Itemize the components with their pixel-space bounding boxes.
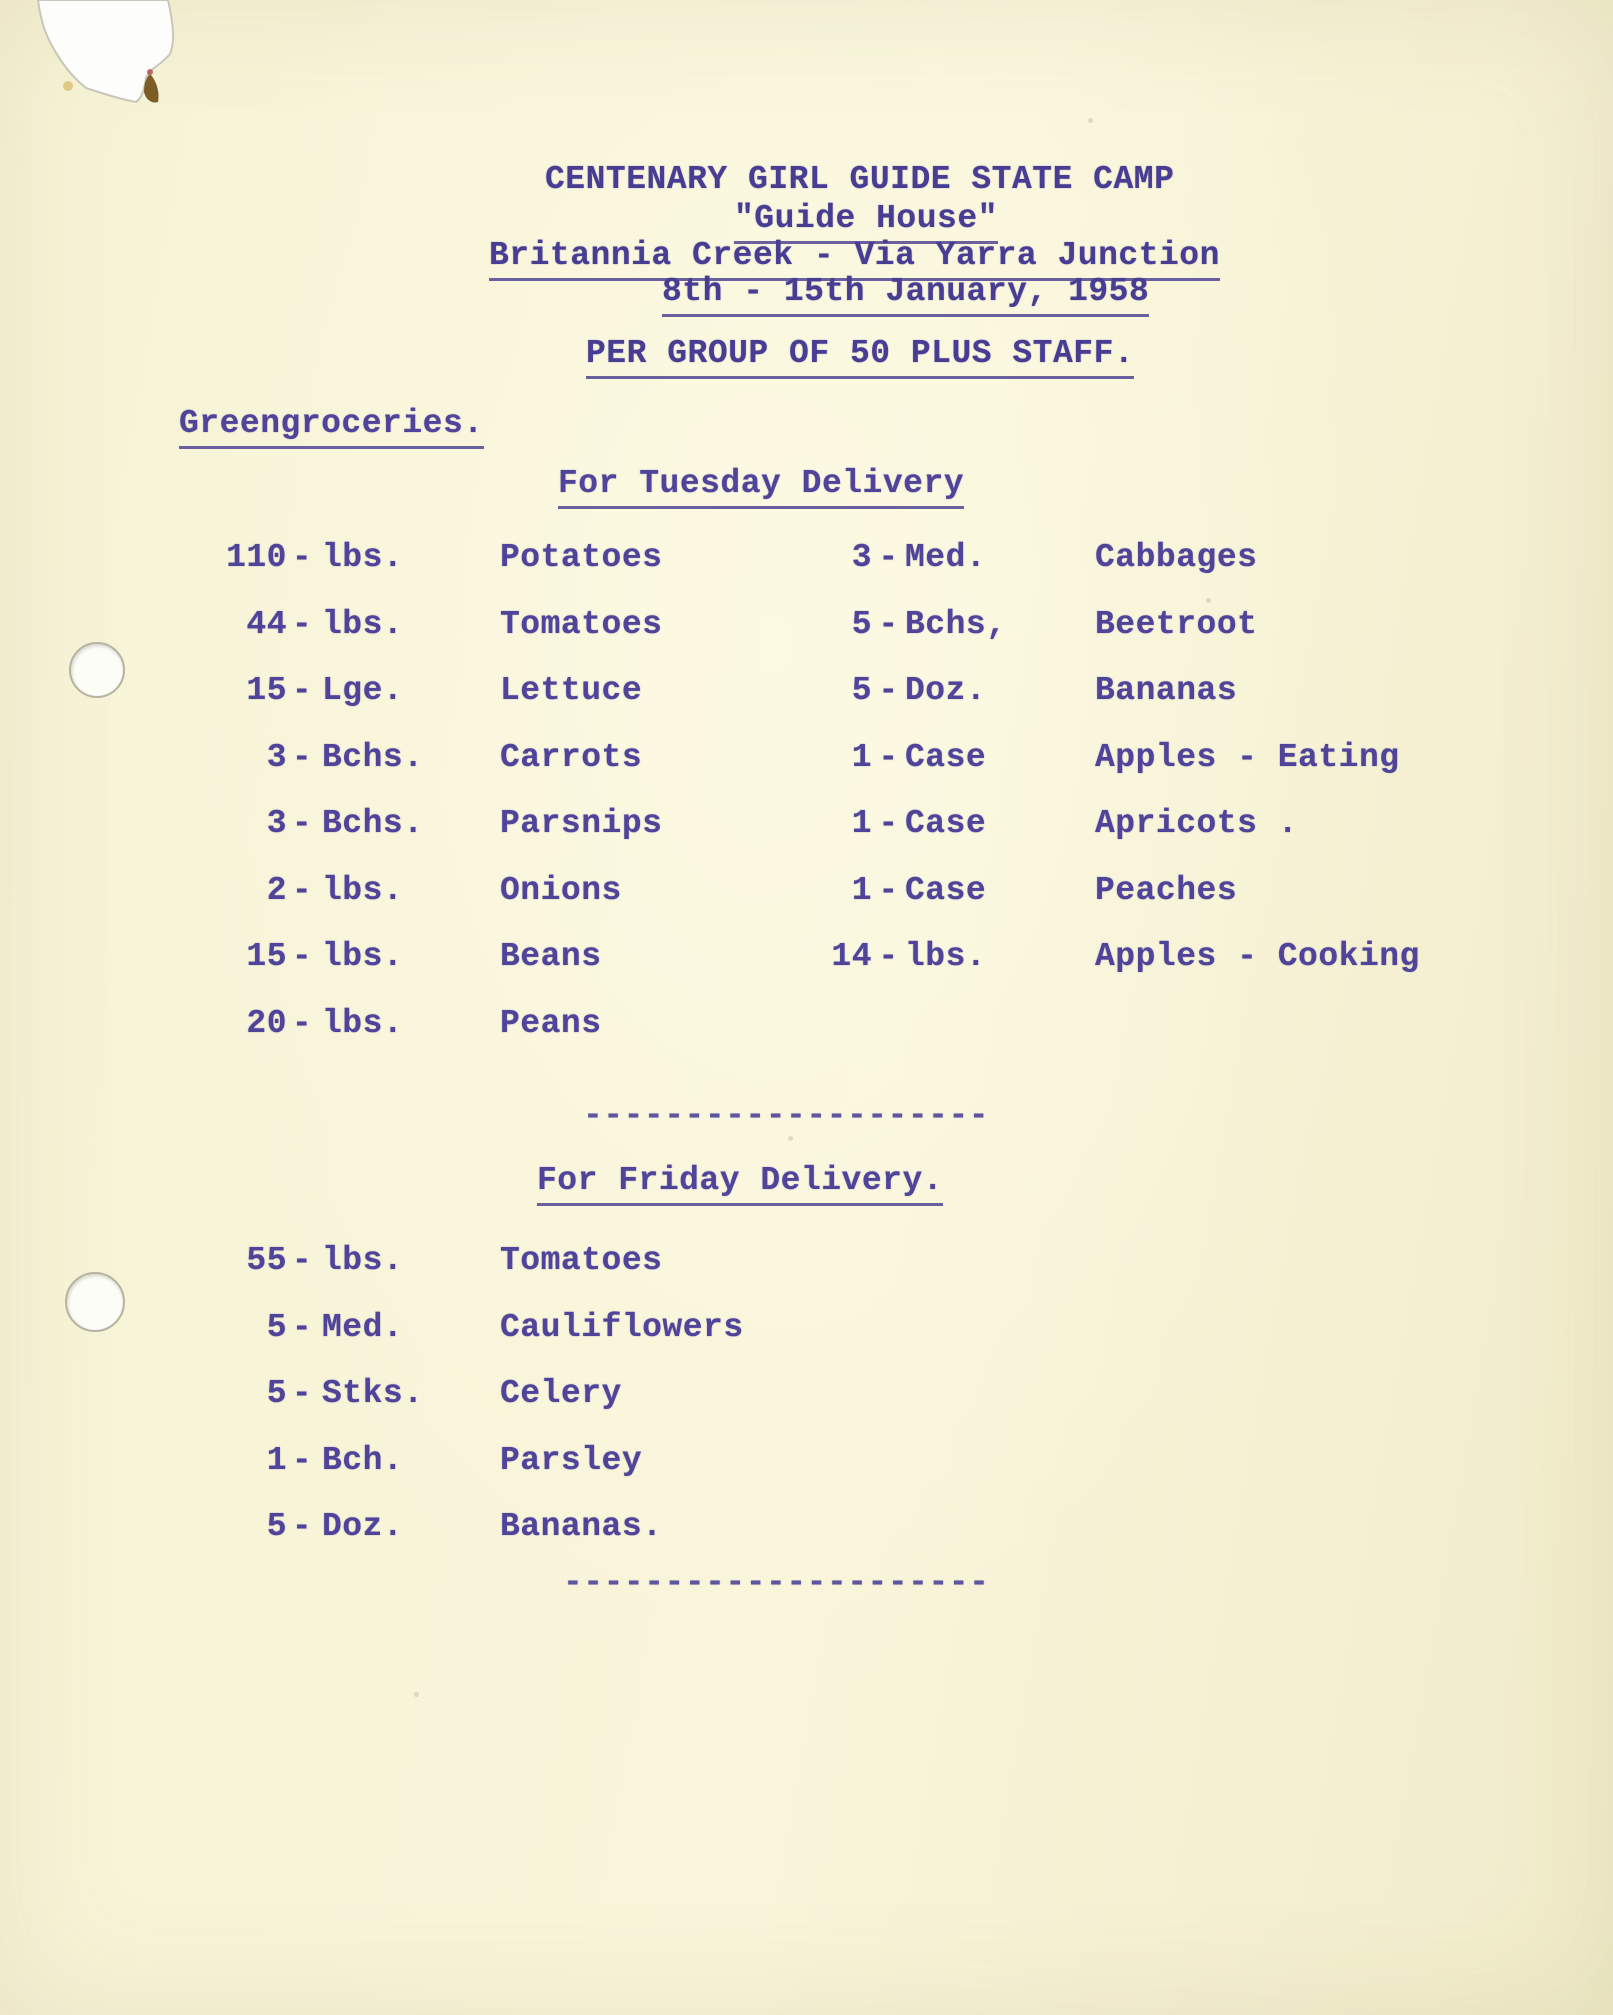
item-name: Carrots: [500, 738, 643, 776]
quantity: 3: [266, 738, 287, 776]
grocery-row: [182, 1241, 744, 1308]
unit-label: lbs.: [322, 871, 404, 909]
item-name: Parsnips: [500, 805, 663, 842]
quantity: 2: [266, 871, 287, 909]
item-name: Beetroot: [1095, 605, 1258, 643]
unit-label: Bchs,: [905, 605, 1007, 643]
quantity: 3: [266, 805, 287, 842]
dash-separator: -: [291, 539, 313, 576]
item-name: Potatoes: [500, 539, 663, 576]
quantity: 5: [851, 605, 872, 643]
item-name: Tomatoes: [500, 1242, 663, 1279]
punch-hole-top: [69, 642, 125, 698]
item-name: Peans: [500, 1004, 602, 1042]
item-name: Tomatoes: [500, 605, 663, 643]
grocery-row: [182, 1441, 744, 1508]
grocery-row: [792, 538, 1420, 605]
divider-line-2: ---------------------: [563, 1564, 990, 1601]
unit-label: Bchs.: [322, 738, 424, 776]
unit-label: Case: [905, 805, 987, 842]
dash-separator: -: [291, 871, 313, 909]
item-name: Apples - Cooking: [1095, 938, 1420, 975]
camp-title: CENTENARY GIRL GUIDE STATE CAMP: [545, 161, 1175, 198]
item-name: Bananas.: [500, 1508, 663, 1545]
quantity: 5: [266, 1308, 287, 1346]
quantity: 3: [851, 539, 872, 576]
section-title-greengroceries: Greengroceries.: [179, 404, 484, 449]
quantity: 1: [266, 1441, 287, 1479]
item-name: Peaches: [1095, 871, 1238, 909]
item-name: Apricots .: [1095, 805, 1299, 842]
dash-separator: -: [291, 1441, 313, 1479]
grocery-row: [792, 937, 1420, 1004]
grocery-row: [182, 538, 662, 605]
unit-label: Med.: [905, 539, 987, 576]
quantity: 5: [851, 672, 872, 709]
paper-speck: [1088, 118, 1093, 123]
unit-label: lbs.: [322, 605, 404, 643]
dash-separator: -: [878, 672, 899, 709]
unit-label: lbs.: [322, 1004, 404, 1042]
grocery-row: [792, 671, 1420, 738]
quantity: 14: [831, 938, 872, 975]
grocery-row: [182, 1374, 744, 1441]
quantity: 15: [246, 672, 287, 709]
camp-dates: 8th - 15th January, 1958: [662, 272, 1149, 317]
item-name: Cauliflowers: [500, 1308, 744, 1346]
item-name: Apples - Eating: [1095, 738, 1400, 776]
quantity: 55: [246, 1242, 287, 1279]
quantity: 1: [851, 805, 872, 842]
quantity: 110: [226, 539, 287, 576]
grocery-row: [182, 1004, 662, 1071]
item-name: Cabbages: [1095, 539, 1258, 576]
item-name: Onions: [500, 871, 622, 909]
grocery-row: [792, 871, 1420, 938]
unit-label: Med.: [322, 1308, 404, 1346]
item-name: Celery: [500, 1375, 622, 1412]
grocery-row: [792, 605, 1420, 672]
camp-location: Britannia Creek - Via Yarra Junction: [489, 236, 1220, 281]
grocery-row: [182, 871, 662, 938]
dash-separator: -: [878, 938, 899, 975]
dash-separator: -: [291, 1375, 313, 1412]
quantity: 44: [246, 605, 287, 643]
grocery-row: [182, 1308, 744, 1375]
dash-separator: -: [878, 539, 899, 576]
dash-separator: -: [291, 1308, 313, 1346]
dash-separator: -: [291, 672, 313, 709]
dash-separator: -: [878, 605, 899, 643]
quantity: 5: [266, 1508, 287, 1545]
grocery-row: [182, 605, 662, 672]
unit-label: Bch.: [322, 1441, 404, 1479]
grocery-row: [182, 937, 662, 1004]
dash-separator: -: [291, 1004, 313, 1042]
item-name: Parsley: [500, 1441, 643, 1479]
divider-line-1: --------------------: [583, 1097, 990, 1134]
item-name: Bananas: [1095, 672, 1238, 709]
grocery-row: [792, 804, 1420, 871]
punch-hole-bottom: [65, 1272, 125, 1332]
friday-column: [182, 1241, 744, 1574]
quantity: 20: [246, 1004, 287, 1042]
unit-label: lbs.: [322, 1242, 404, 1279]
item-name: Beans: [500, 938, 602, 975]
friday-delivery-heading: For Friday Delivery.: [537, 1161, 943, 1206]
quantity: 1: [851, 871, 872, 909]
grocery-row: [182, 804, 662, 871]
dash-separator: -: [291, 805, 313, 842]
unit-label: Case: [905, 738, 987, 776]
torn-corner: [0, 0, 230, 140]
unit-label: Lge.: [322, 672, 404, 709]
unit-label: lbs.: [322, 539, 404, 576]
unit-label: lbs.: [322, 938, 404, 975]
dash-separator: -: [291, 938, 313, 975]
quantity: 5: [266, 1375, 287, 1412]
dash-separator: -: [291, 738, 313, 776]
quantity: 15: [246, 938, 287, 975]
unit-label: Stks.: [322, 1375, 424, 1412]
dash-separator: -: [878, 738, 899, 776]
dash-separator: -: [291, 1508, 313, 1545]
unit-label: Doz.: [322, 1508, 404, 1545]
paper-speck: [414, 1692, 419, 1697]
unit-label: Bchs.: [322, 805, 424, 842]
tuesday-right-column: [792, 538, 1420, 1004]
unit-label: lbs.: [905, 938, 987, 975]
unit-label: Case: [905, 871, 987, 909]
tuesday-left-column: [182, 538, 662, 1070]
dash-separator: -: [291, 605, 313, 643]
paper-speck: [788, 1136, 793, 1141]
item-name: Lettuce: [500, 672, 643, 709]
dash-separator: -: [878, 871, 899, 909]
camp-subtitle-guide-house: "Guide House": [734, 199, 998, 244]
grocery-row: [182, 738, 662, 805]
dash-separator: -: [291, 1242, 313, 1279]
quantity: 1: [851, 738, 872, 776]
unit-label: Doz.: [905, 672, 987, 709]
dash-separator: -: [878, 805, 899, 842]
grocery-row: [182, 671, 662, 738]
grocery-row: [792, 738, 1420, 805]
tuesday-delivery-heading: For Tuesday Delivery: [558, 464, 964, 509]
group-size-note: PER GROUP OF 50 PLUS STAFF.: [586, 334, 1134, 379]
